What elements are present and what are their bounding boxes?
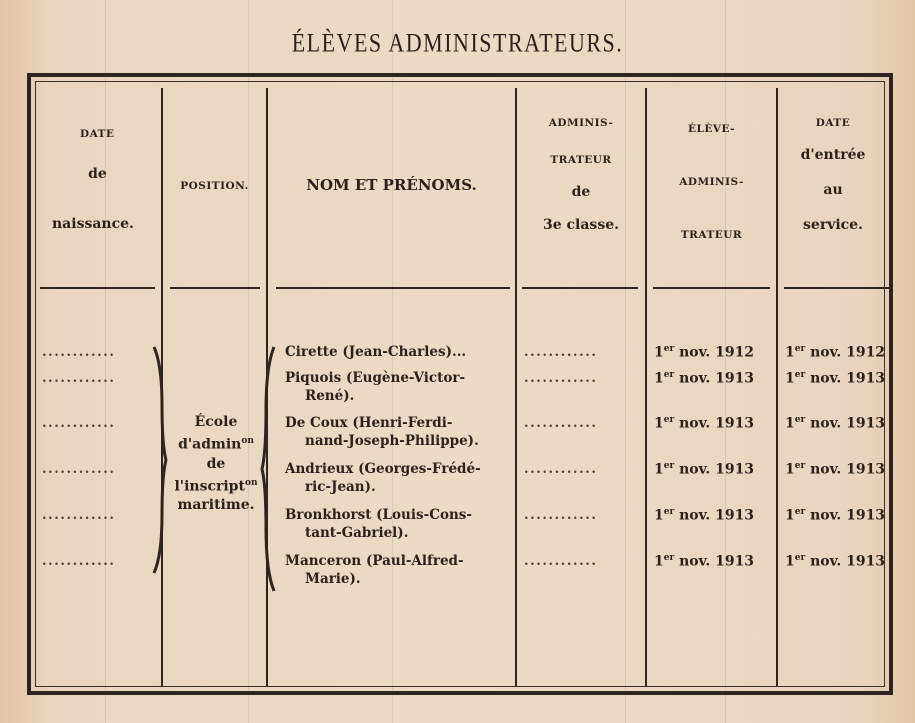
header-date-naissance bbox=[40, 128, 155, 232]
date-sup: er bbox=[794, 370, 806, 380]
position-line: École bbox=[194, 414, 238, 430]
header-rule bbox=[522, 287, 638, 289]
date-day: 1 bbox=[785, 415, 795, 432]
given-names: (Georges-Frédé- bbox=[358, 461, 481, 477]
date-rest: nov. 1913 bbox=[805, 415, 886, 432]
birthdate-placeholder: ............ bbox=[42, 554, 116, 569]
date-sup: er bbox=[663, 370, 675, 380]
date-day: 1 bbox=[654, 461, 664, 478]
position-group-text bbox=[160, 413, 272, 515]
given-names: (Eugène-Victor- bbox=[345, 370, 466, 386]
header-eleve-admin bbox=[647, 123, 776, 241]
entree-date bbox=[785, 344, 885, 361]
header-position bbox=[163, 180, 266, 192]
date-day: 1 bbox=[654, 370, 664, 387]
eleve-date bbox=[654, 344, 754, 361]
eleve-date bbox=[654, 415, 754, 432]
header-text: de bbox=[88, 166, 107, 182]
date-day: 1 bbox=[654, 344, 664, 361]
date-sup: er bbox=[794, 553, 806, 563]
date-rest: nov. 1913 bbox=[805, 461, 886, 478]
header-text: naissance. bbox=[52, 216, 134, 232]
date-sup: er bbox=[663, 415, 675, 425]
entree-date bbox=[785, 553, 885, 570]
admin-3e-placeholder: ............ bbox=[524, 416, 598, 431]
date-day: 1 bbox=[785, 370, 795, 387]
date-sup: er bbox=[794, 415, 806, 425]
admin-3e-placeholder: ............ bbox=[524, 345, 598, 360]
date-sup: er bbox=[663, 344, 675, 354]
header-rule bbox=[40, 287, 155, 289]
header-text: DATE bbox=[815, 117, 851, 129]
header-text: d'entrée bbox=[800, 147, 866, 163]
admin-3e-placeholder: ............ bbox=[524, 462, 598, 477]
date-day: 1 bbox=[785, 553, 795, 570]
header-date-entree bbox=[778, 117, 888, 233]
date-rest: nov. 1913 bbox=[805, 370, 886, 387]
header-text: TRATEUR bbox=[550, 154, 612, 166]
given-names-continued: Marie). bbox=[305, 571, 361, 587]
header-text: service. bbox=[803, 217, 863, 233]
admin-3e-placeholder: ............ bbox=[524, 508, 598, 523]
date-rest: nov. 1913 bbox=[674, 461, 755, 478]
date-day: 1 bbox=[654, 507, 664, 524]
position-sup: on bbox=[241, 436, 254, 446]
date-sup: er bbox=[663, 461, 675, 471]
position-line: de bbox=[206, 455, 226, 472]
date-rest: nov. 1913 bbox=[805, 553, 886, 570]
header-admin-3e bbox=[517, 117, 645, 233]
date-rest: nov. 1913 bbox=[674, 370, 755, 387]
surname: Andrieux bbox=[285, 461, 354, 477]
header-text: 3e classe. bbox=[543, 217, 619, 233]
header-rule bbox=[653, 287, 770, 289]
birthdate-placeholder: ............ bbox=[42, 345, 116, 360]
date-rest: nov. 1913 bbox=[674, 553, 755, 570]
header-text: DATE bbox=[80, 128, 115, 140]
given-names: (Paul-Alfred- bbox=[365, 553, 464, 569]
eleve-date bbox=[654, 507, 754, 524]
date-sup: er bbox=[794, 461, 806, 471]
date-day: 1 bbox=[785, 507, 795, 524]
header-text: de bbox=[571, 184, 591, 200]
position-word: d'admin bbox=[178, 436, 242, 453]
date-rest: nov. 1913 bbox=[805, 507, 886, 524]
name-cell bbox=[285, 506, 472, 542]
date-day: 1 bbox=[654, 415, 664, 432]
given-names: (Henri-Ferdi- bbox=[352, 415, 453, 431]
admin-3e-placeholder: ............ bbox=[524, 554, 598, 569]
header-nom bbox=[268, 176, 515, 194]
date-rest: nov. 1912 bbox=[805, 344, 886, 361]
header-text: NOM ET PRÉNOMS. bbox=[306, 176, 477, 194]
given-names: (Louis-Cons- bbox=[376, 507, 472, 523]
date-day: 1 bbox=[654, 553, 664, 570]
date-sup: er bbox=[794, 507, 806, 517]
entree-date bbox=[785, 507, 885, 524]
surname: Manceron bbox=[285, 553, 362, 569]
date-rest: nov. 1913 bbox=[674, 507, 755, 524]
page-title: ÉLÈVES ADMINISTRATEURS. bbox=[291, 27, 624, 58]
position-word: l'inscript bbox=[174, 478, 245, 495]
header-text: ÉLÈVE- bbox=[687, 123, 736, 135]
header-text: au bbox=[823, 182, 843, 198]
birthdate-placeholder: ............ bbox=[42, 371, 116, 386]
surname: De Coux bbox=[285, 415, 348, 431]
header-rule bbox=[784, 287, 889, 289]
birthdate-placeholder: ............ bbox=[42, 462, 116, 477]
date-sup: er bbox=[794, 344, 806, 354]
date-rest: nov. 1912 bbox=[674, 344, 755, 361]
position-line bbox=[160, 432, 272, 455]
name-cell bbox=[285, 460, 481, 496]
given-names-continued: nand-Joseph-Philippe). bbox=[305, 433, 479, 449]
position-line bbox=[160, 474, 272, 497]
date-rest: nov. 1913 bbox=[674, 415, 755, 432]
header-text: TRATEUR bbox=[680, 229, 743, 241]
name-cell bbox=[285, 414, 479, 450]
header-text: ADMINIS- bbox=[548, 117, 614, 129]
header-rule bbox=[170, 287, 260, 289]
position-line: maritime. bbox=[177, 497, 255, 514]
given-names-continued: tant-Gabriel). bbox=[305, 525, 409, 541]
name-cell bbox=[285, 343, 466, 361]
header-text: ADMINIS- bbox=[679, 176, 744, 188]
given-names-continued: René). bbox=[305, 388, 355, 404]
birthdate-placeholder: ............ bbox=[42, 416, 116, 431]
given-names: (Jean-Charles)... bbox=[342, 344, 467, 360]
entree-date bbox=[785, 461, 885, 478]
entree-date bbox=[785, 415, 885, 432]
date-day: 1 bbox=[785, 461, 795, 478]
eleve-date bbox=[654, 461, 754, 478]
entree-date bbox=[785, 370, 885, 387]
given-names-continued: ric-Jean). bbox=[305, 479, 376, 495]
header-text: POSITION. bbox=[180, 180, 249, 192]
admin-3e-placeholder: ............ bbox=[524, 371, 598, 386]
name-cell bbox=[285, 552, 464, 588]
surname: Cirette bbox=[285, 344, 338, 360]
date-sup: er bbox=[663, 553, 675, 563]
header-rule bbox=[276, 287, 510, 289]
date-day: 1 bbox=[785, 344, 795, 361]
position-sup: on bbox=[244, 477, 258, 488]
birthdate-placeholder: ............ bbox=[42, 508, 116, 523]
surname: Piquois bbox=[285, 370, 342, 386]
surname: Bronkhorst bbox=[285, 507, 372, 523]
eleve-date bbox=[654, 553, 754, 570]
date-sup: er bbox=[663, 507, 675, 517]
name-cell bbox=[285, 369, 465, 405]
eleve-date bbox=[654, 370, 754, 387]
